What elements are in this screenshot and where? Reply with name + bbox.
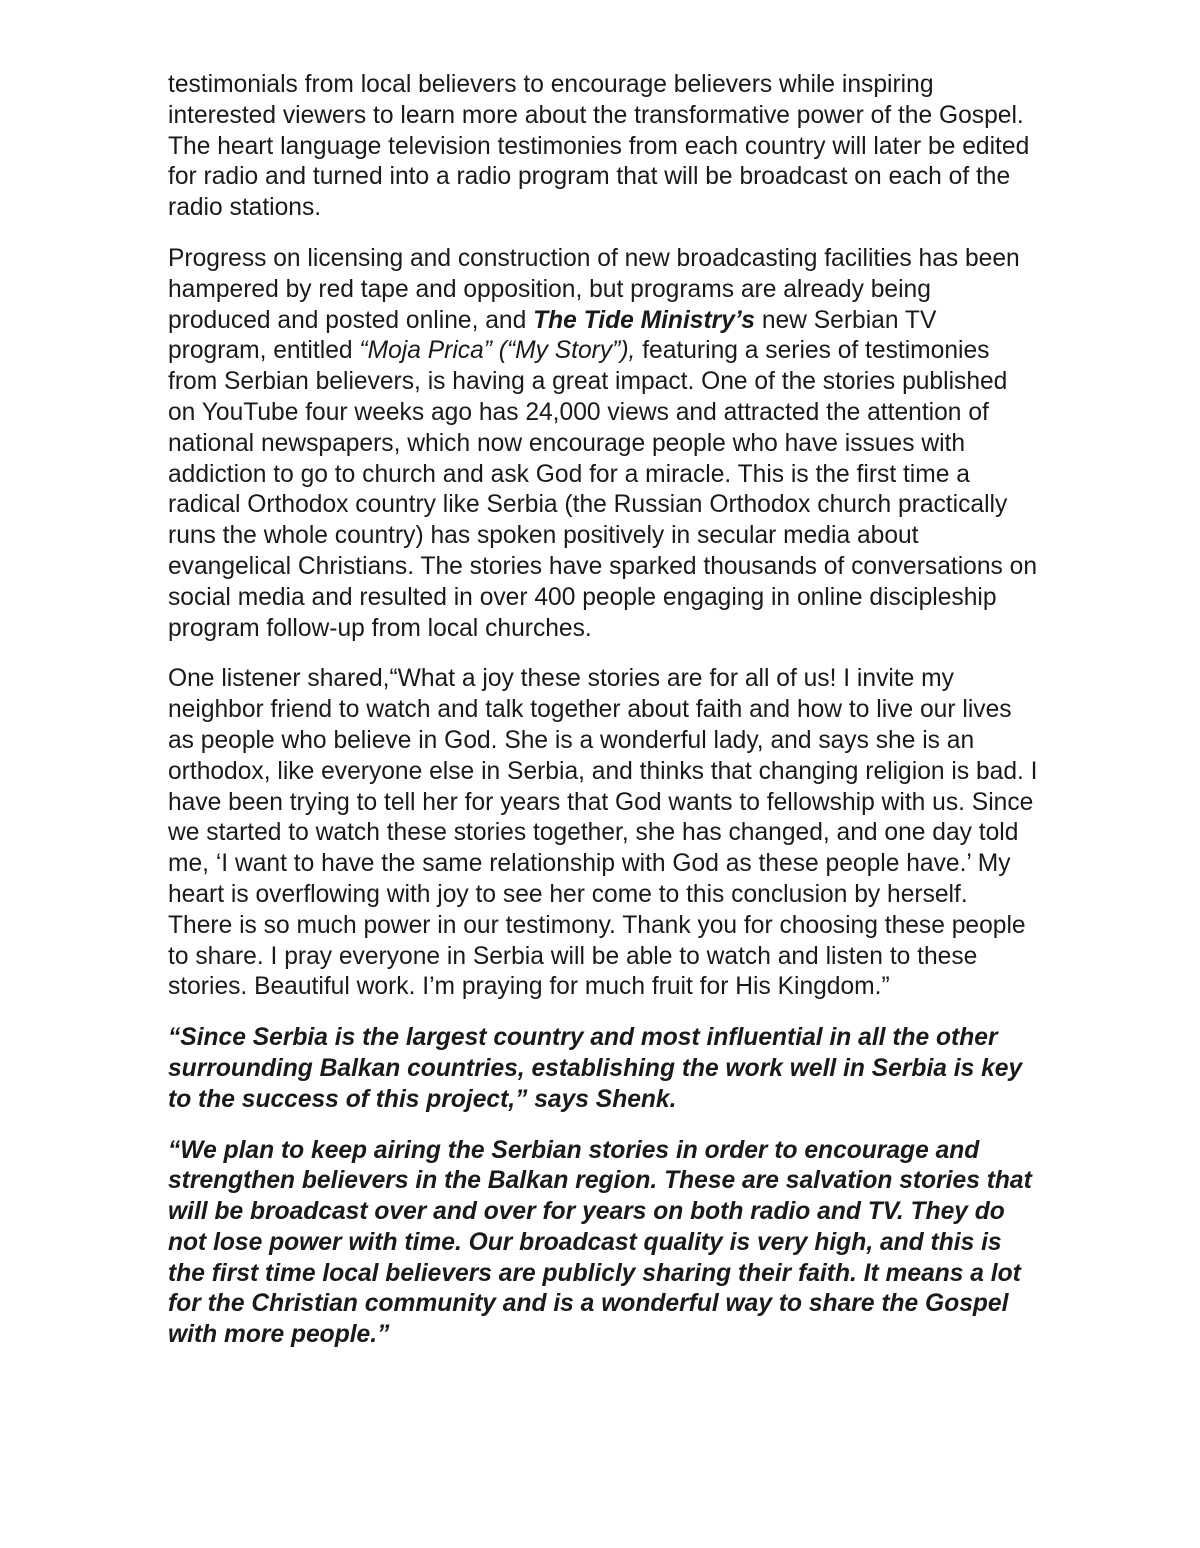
paragraph-progress [168,244,1038,644]
program-title: “Moja Prica” (“My Story”), [359,337,636,365]
paragraph-testimonials: testimonials from local believers to encourage believers while inspiring interested viewers to learn more about the transformative power of the Gospel. The heart language television testimonies from each country will later be edited for radio and turned into a radio program that will be broadcast on each of the radio stations. [168,71,1030,222]
paragraph-progress-text-c: featuring a series of testimonies from Serbian believers, is having a great impact. One of the stories published on YouTube four weeks ago has 24,000 views and attracted the attention of national newspapers, which now encourage people who have issues with addiction to go to church and ask God for a miracle. This is the first time a radical Orthodox country like Serbia (the Russian Orthodox church practically runs the whole country) has spoken positively in secular media about evangelical Christians. The stories have sparked thousands of conversations on social media and resulted in over 400 people engaging in online discipleship program follow-up from local churches. [168,337,1038,642]
quote-shenk: “Since Serbia is the largest country and most influential in all the other surrounding Balkan countries, establishing the work well in Serbia is key to the success of this project,” says Shenk. [168,1024,1023,1113]
paragraph-listener-testimony: One listener shared,“What a joy these stories are for all of us! I invite my neighbor friend to watch and talk together about faith and how to live our lives as people who believe in God. She is a wonderful lady, and says she is an orthodox, like everyone else in Serbia, and thinks that changing religion is bad. I have been trying to tell her for years that God wants to fellowship with us. Since we started to watch these stories together, she has changed, and one day told me, ‘I want to have the same relationship with God as these people have.’ My heart is overflowing with joy to see her come to this conclusion by herself. There is so much power in our testimony. Thank you for choosing these people to share. I pray everyone in Serbia will be able to watch and listen to these stories. Beautiful work. I’m praying for much fruit for His Kingdom.” [168,665,1038,1001]
ministry-name: The Tide Ministry’s [533,306,755,334]
quote-plan: “We plan to keep airing the Serbian stories in order to encourage and strengthen believers in the Balkan region. These are salvation stories that will be broadcast over and over for years on both radio and TV. They do not lose power with time. Our broadcast quality is very high, and this is the first time local believers are publicly sharing their faith. It means a lot for the Christian community and is a wonderful way to share the Gospel with more people.” [168,1136,1032,1349]
paragraph-progress-text-b: new Serbian TV program, entitled [168,306,937,365]
document-page [168,70,1038,1371]
paragraph-progress-text-a: Progress on licensing and construction of new broadcasting facilities has been hampered by red tape and opposition, but programs are already being produced and posted online, and [168,244,1020,334]
